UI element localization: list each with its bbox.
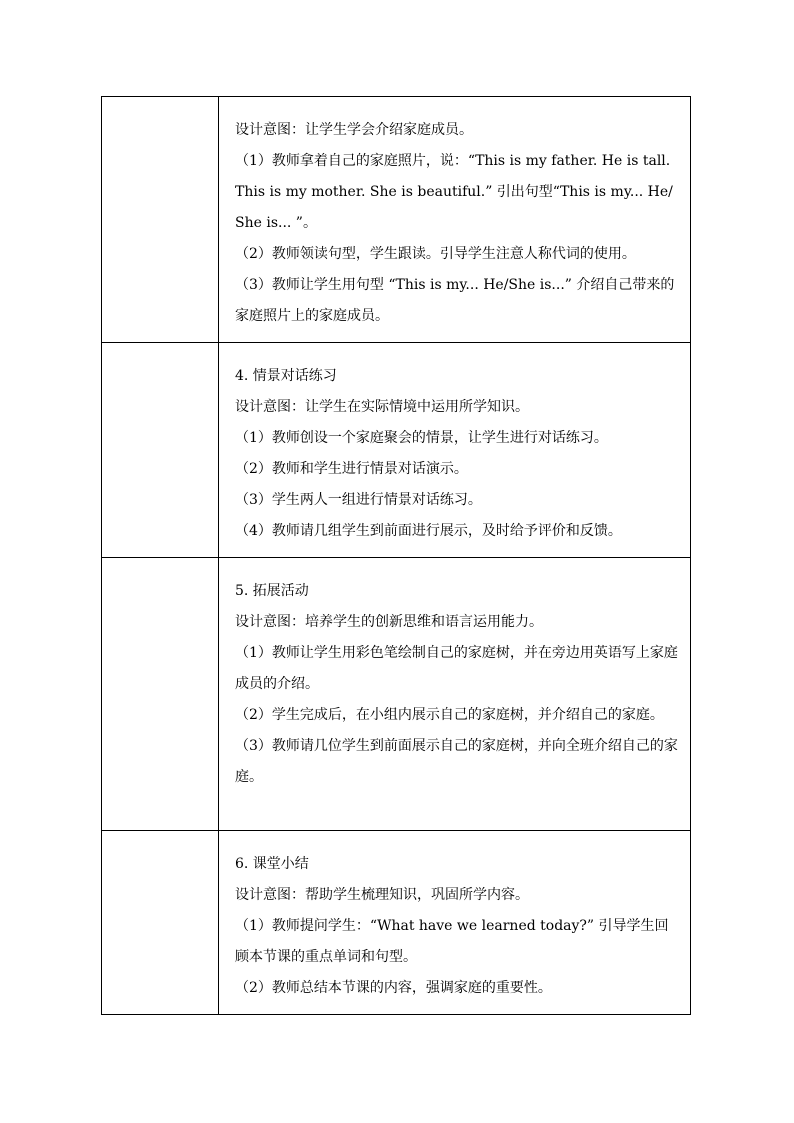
content-cell-class-summary [219, 831, 691, 1015]
step-line: （3）学生两人一组进行情景对话练习。 [235, 492, 482, 508]
step-line: （1）教师让学生用彩色笔绘制自己的家庭树，并在旁边用英语写上家庭成员的介绍。 [235, 645, 678, 692]
content-cell-family-members [219, 97, 691, 343]
table-row [102, 558, 691, 831]
step-line: （3）教师请几位学生到前面展示自己的家庭树，并向全班介绍自己的家庭。 [235, 738, 678, 785]
lesson-plan-table [101, 96, 691, 1015]
empty-left-cell [102, 97, 219, 343]
empty-left-cell [102, 558, 219, 831]
empty-left-cell [102, 831, 219, 1015]
step-line: （1）教师提问学生：“What have we learned today?” 引导学生回顾本节课的重点单词和句型。 [235, 918, 669, 965]
step-line: （4）教师请几组学生到前面进行展示，及时给予评价和反馈。 [235, 523, 622, 539]
design-intent-line: 设计意图：培养学生的创新思维和语言运用能力。 [235, 614, 543, 630]
section-heading: 5. 拓展活动 [235, 583, 309, 599]
design-intent-line: 设计意图：帮助学生梳理知识，巩固所学内容。 [235, 887, 529, 903]
content-cell-dialogue-practice [219, 343, 691, 558]
section-intro-family-members [235, 97, 678, 342]
step-line: （2）教师和学生进行情景对话演示。 [235, 461, 468, 477]
step-line: （2）教师总结本节课的内容，强调家庭的重要性。 [235, 980, 552, 996]
empty-left-cell [102, 343, 219, 558]
design-intent-line: 设计意图：让学生学会介绍家庭成员。 [235, 122, 473, 138]
step-line: （1）教师拿着自己的家庭照片，说：“This is my father. He is tall. This is my mother. She is beautiful.” 引出句型“This is my... He/She is... ”。 [235, 153, 673, 231]
section-heading: 6. 课堂小结 [235, 856, 309, 872]
step-line: （3）教师让学生用句型 “This is my... He/She is...” 介绍自己带来的家庭照片上的家庭成员。 [235, 277, 675, 324]
section-heading: 4. 情景对话练习 [235, 368, 337, 384]
step-line: （1）教师创设一个家庭聚会的情景，让学生进行对话练习。 [235, 430, 608, 446]
content-cell-extension-activity [219, 558, 691, 831]
design-intent-line: 设计意图：让学生在实际情境中运用所学知识。 [235, 399, 529, 415]
step-line: （2）教师领读句型，学生跟读。引导学生注意人称代词的使用。 [235, 246, 636, 262]
step-line: （2）学生完成后，在小组内展示自己的家庭树，并介绍自己的家庭。 [235, 707, 664, 723]
section-class-summary [235, 831, 678, 1014]
table-row [102, 343, 691, 558]
table-row [102, 831, 691, 1015]
section-dialogue-practice [235, 343, 678, 557]
section-extension-activity [235, 558, 678, 803]
table-row [102, 97, 691, 343]
